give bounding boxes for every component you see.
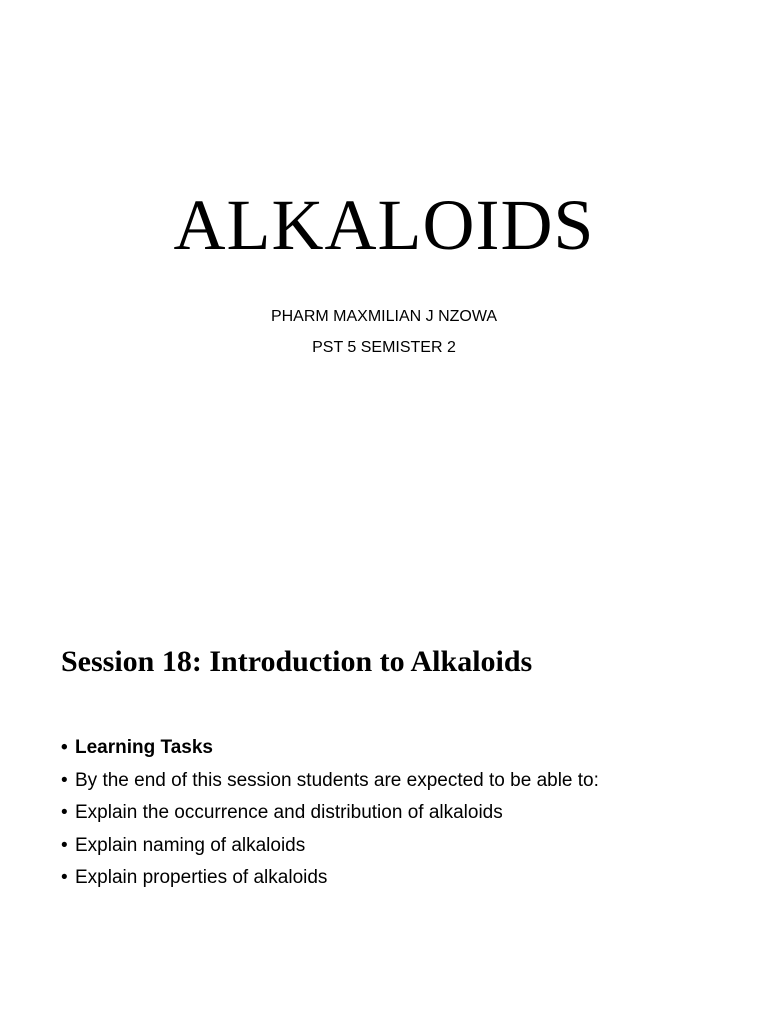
course-info: PST 5 SEMISTER 2 (312, 339, 456, 356)
bullet-list (61, 732, 751, 895)
session-slide (0, 576, 768, 1024)
author-name: PHARM MAXMILIAN J NZOWA (270, 308, 498, 325)
bullet-item-objective-intro: • By the end of this session students are expected to be able to: (61, 765, 751, 798)
bullet-item-naming: • Explain naming of alkaloids (61, 830, 751, 863)
session-title: Session 18: Introduction to Alkaloids (61, 645, 533, 678)
bullet-item-learning-tasks: • Learning Tasks (61, 732, 751, 765)
slide-title: ALKALOIDS (173, 185, 595, 265)
bullet-item-properties: • Explain properties of alkaloids (61, 862, 751, 895)
bullet-item-occurrence: • Explain the occurrence and distribution of alkaloids (61, 797, 751, 830)
